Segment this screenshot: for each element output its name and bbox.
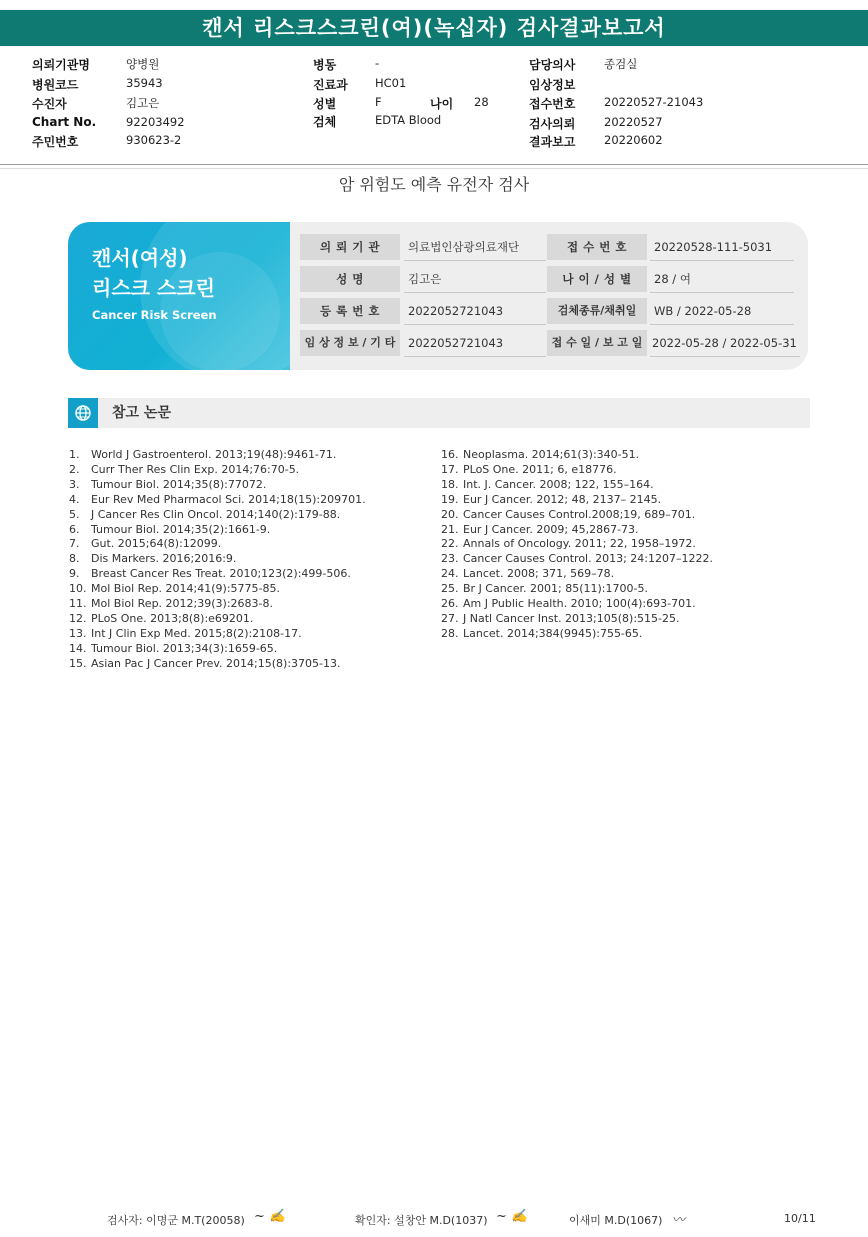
card-label: 임 상 정 보 / 기 타 [300, 330, 400, 356]
reference-number: 18. [441, 477, 459, 491]
card-label: 등 록 번 호 [300, 298, 400, 324]
reference-number: 2. [69, 462, 80, 476]
card-value: 28 / 여 [650, 266, 794, 293]
confirmer2-credit: 이새미 M.D(1067) [569, 1214, 663, 1227]
reference-text: J Cancer Res Clin Oncol. 2014;140(2):179-88. [91, 507, 341, 521]
report-title: 캔서 리스크스크린(여)(녹십자) 검사결과보고서 [0, 10, 868, 46]
card-value: 의료법인삼광의료재단 [404, 234, 546, 261]
reference-text: Lancet. 2008; 371, 569–78. [463, 567, 615, 581]
page-number: 10/11 [784, 1212, 816, 1225]
card-value: 김고은 [404, 266, 546, 293]
reference-text: Gut. 2015;64(8):12099. [91, 537, 222, 551]
reference-number: 9. [69, 567, 80, 581]
info-age-label: 나이 [430, 97, 454, 111]
reference-text: Tumour Biol. 2014;35(8):77072. [91, 477, 267, 491]
reference-text: Breast Cancer Res Treat. 2010;123(2):499-506. [91, 567, 351, 581]
reference-number: 23. [441, 552, 459, 566]
reference-number: 3. [69, 477, 80, 491]
references-list-left [69, 447, 429, 677]
reference-number: 22. [441, 537, 459, 551]
reference-number: 1. [69, 448, 80, 461]
reference-number: 13. [69, 626, 87, 640]
card-label: 검체종류/채취일 [547, 298, 647, 324]
reference-text: Curr Ther Res Clin Exp. 2014;76:70-5. [91, 462, 300, 476]
reference-text: Eur J Cancer. 2012; 48, 2137– 2145. [463, 492, 662, 506]
reference-text: Int J Clin Exp Med. 2015;8(2):2108-17. [91, 626, 302, 640]
reference-number: 7. [69, 537, 80, 551]
reference-text: PLoS One. 2013;8(8):e69201. [91, 611, 254, 625]
reference-text: Annals of Oncology. 2011; 22, 1958–1972. [463, 537, 696, 551]
reference-text: Br J Cancer. 2001; 85(11):1700-5. [463, 582, 648, 596]
reference-text: Int. J. Cancer. 2008; 122, 155–164. [463, 477, 654, 491]
confirmer-signature: ~ ✍ [496, 1209, 528, 1224]
reference-number: 6. [69, 522, 80, 536]
reference-text: Tumour Biol. 2013;34(3):1659-65. [91, 641, 278, 655]
card-value: 20220528-111-5031 [650, 234, 794, 261]
patient-info-grid: 의뢰기관명 양병원 병원코드 35943 수진자 김고은 Chart No. 92203492 주민번호 930623-2 병동 - 진료과 HC01 성별 F 나이 28 검체 EDTA Blood 담당의사 종검실 임상정보 접수번호 20220527-21043 검사의뢰 20220527 결과보고 20220602 [32, 56, 704, 149]
divider [0, 164, 868, 165]
reference-text: Am J Public Health. 2010; 100(4):693-701. [463, 597, 696, 610]
globe-icon [68, 398, 98, 428]
reference-text: Dis Markers. 2016;2016:9. [91, 552, 237, 566]
confirmer2-signature: 〰 [672, 1213, 686, 1228]
reference-number: 16. [441, 448, 459, 461]
reference-text: Eur J Cancer. 2009; 45,2867-73. [463, 522, 639, 536]
card-title-line2: 리스크 스크린 [92, 276, 215, 300]
card-value: 2022052721043 [404, 298, 546, 325]
reference-number: 12. [69, 611, 87, 625]
card-title-line1: 캔서(여성) [92, 246, 188, 270]
card-label: 나 이 / 성 별 [547, 266, 647, 292]
card-banner [68, 222, 290, 370]
reference-text: Lancet. 2014;384(9945):755-65. [463, 626, 643, 640]
reference-text: Mol Biol Rep. 2014;41(9):5775-85. [91, 582, 280, 596]
reference-number: 8. [69, 552, 80, 566]
reference-number: 20. [441, 507, 459, 521]
reference-text: J Natl Cancer Inst. 2013;105(8):515-25. [463, 611, 680, 625]
card-value: WB / 2022-05-28 [650, 298, 794, 325]
reference-text: PLoS One. 2011; 6, e18776. [463, 462, 617, 476]
reference-number: 4. [69, 492, 80, 506]
card-label: 의 뢰 기 관 [300, 234, 400, 260]
card-title-en: Cancer Risk Screen [92, 308, 217, 322]
references-list-right [441, 447, 821, 647]
test-subtitle: 암 위험도 예측 유전자 검사 [338, 175, 530, 194]
card-label: 성 명 [300, 266, 400, 292]
reference-number: 5. [69, 507, 80, 521]
reference-text: Eur Rev Med Pharmacol Sci. 2014;18(15):209701. [91, 492, 366, 506]
reference-number: 28. [441, 626, 459, 640]
reference-text: Cancer Causes Control. 2013; 24:1207–1222. [463, 552, 713, 566]
reference-number: 27. [441, 611, 459, 625]
reference-text: World J Gastroenterol. 2013;19(48):9461-71. [91, 448, 337, 461]
reference-number: 10. [69, 582, 87, 596]
reference-number: 14. [69, 641, 87, 655]
report-footer [0, 1209, 868, 1232]
info-age-value: 28 [474, 95, 489, 109]
reference-number: 21. [441, 522, 459, 536]
references-title: 참고 논문 [112, 405, 171, 421]
reference-text: Mol Biol Rep. 2012;39(3):2683-8. [91, 597, 273, 610]
reference-number: 19. [441, 492, 459, 506]
tester-credit: 검사자: 이명군 M.T(20058) [107, 1214, 245, 1227]
tester-signature: ~ ✍ [254, 1209, 286, 1224]
reference-number: 24. [441, 567, 459, 581]
reference-number: 26. [441, 597, 459, 610]
reference-number: 15. [69, 656, 87, 670]
reference-text: Tumour Biol. 2014;35(2):1661-9. [91, 522, 271, 536]
reference-number: 11. [69, 597, 87, 610]
reference-number: 17. [441, 462, 459, 476]
card-label: 접 수 일 / 보 고 일 [547, 330, 647, 356]
reference-text: Neoplasma. 2014;61(3):340-51. [463, 448, 640, 461]
card-label: 접 수 번 호 [547, 234, 647, 260]
reference-number: 25. [441, 582, 459, 596]
divider [0, 168, 868, 169]
card-value: 2022052721043 [404, 330, 546, 357]
references-header [68, 398, 810, 428]
confirmer-credit: 확인자: 설창안 M.D(1037) [355, 1214, 488, 1227]
card-value: 2022-05-28 / 2022-05-31 [650, 330, 800, 357]
test-info-card [68, 222, 808, 370]
reference-text: Cancer Causes Control.2008;19, 689–701. [463, 507, 696, 521]
reference-text: Asian Pac J Cancer Prev. 2014;15(8):3705-13. [91, 656, 341, 670]
